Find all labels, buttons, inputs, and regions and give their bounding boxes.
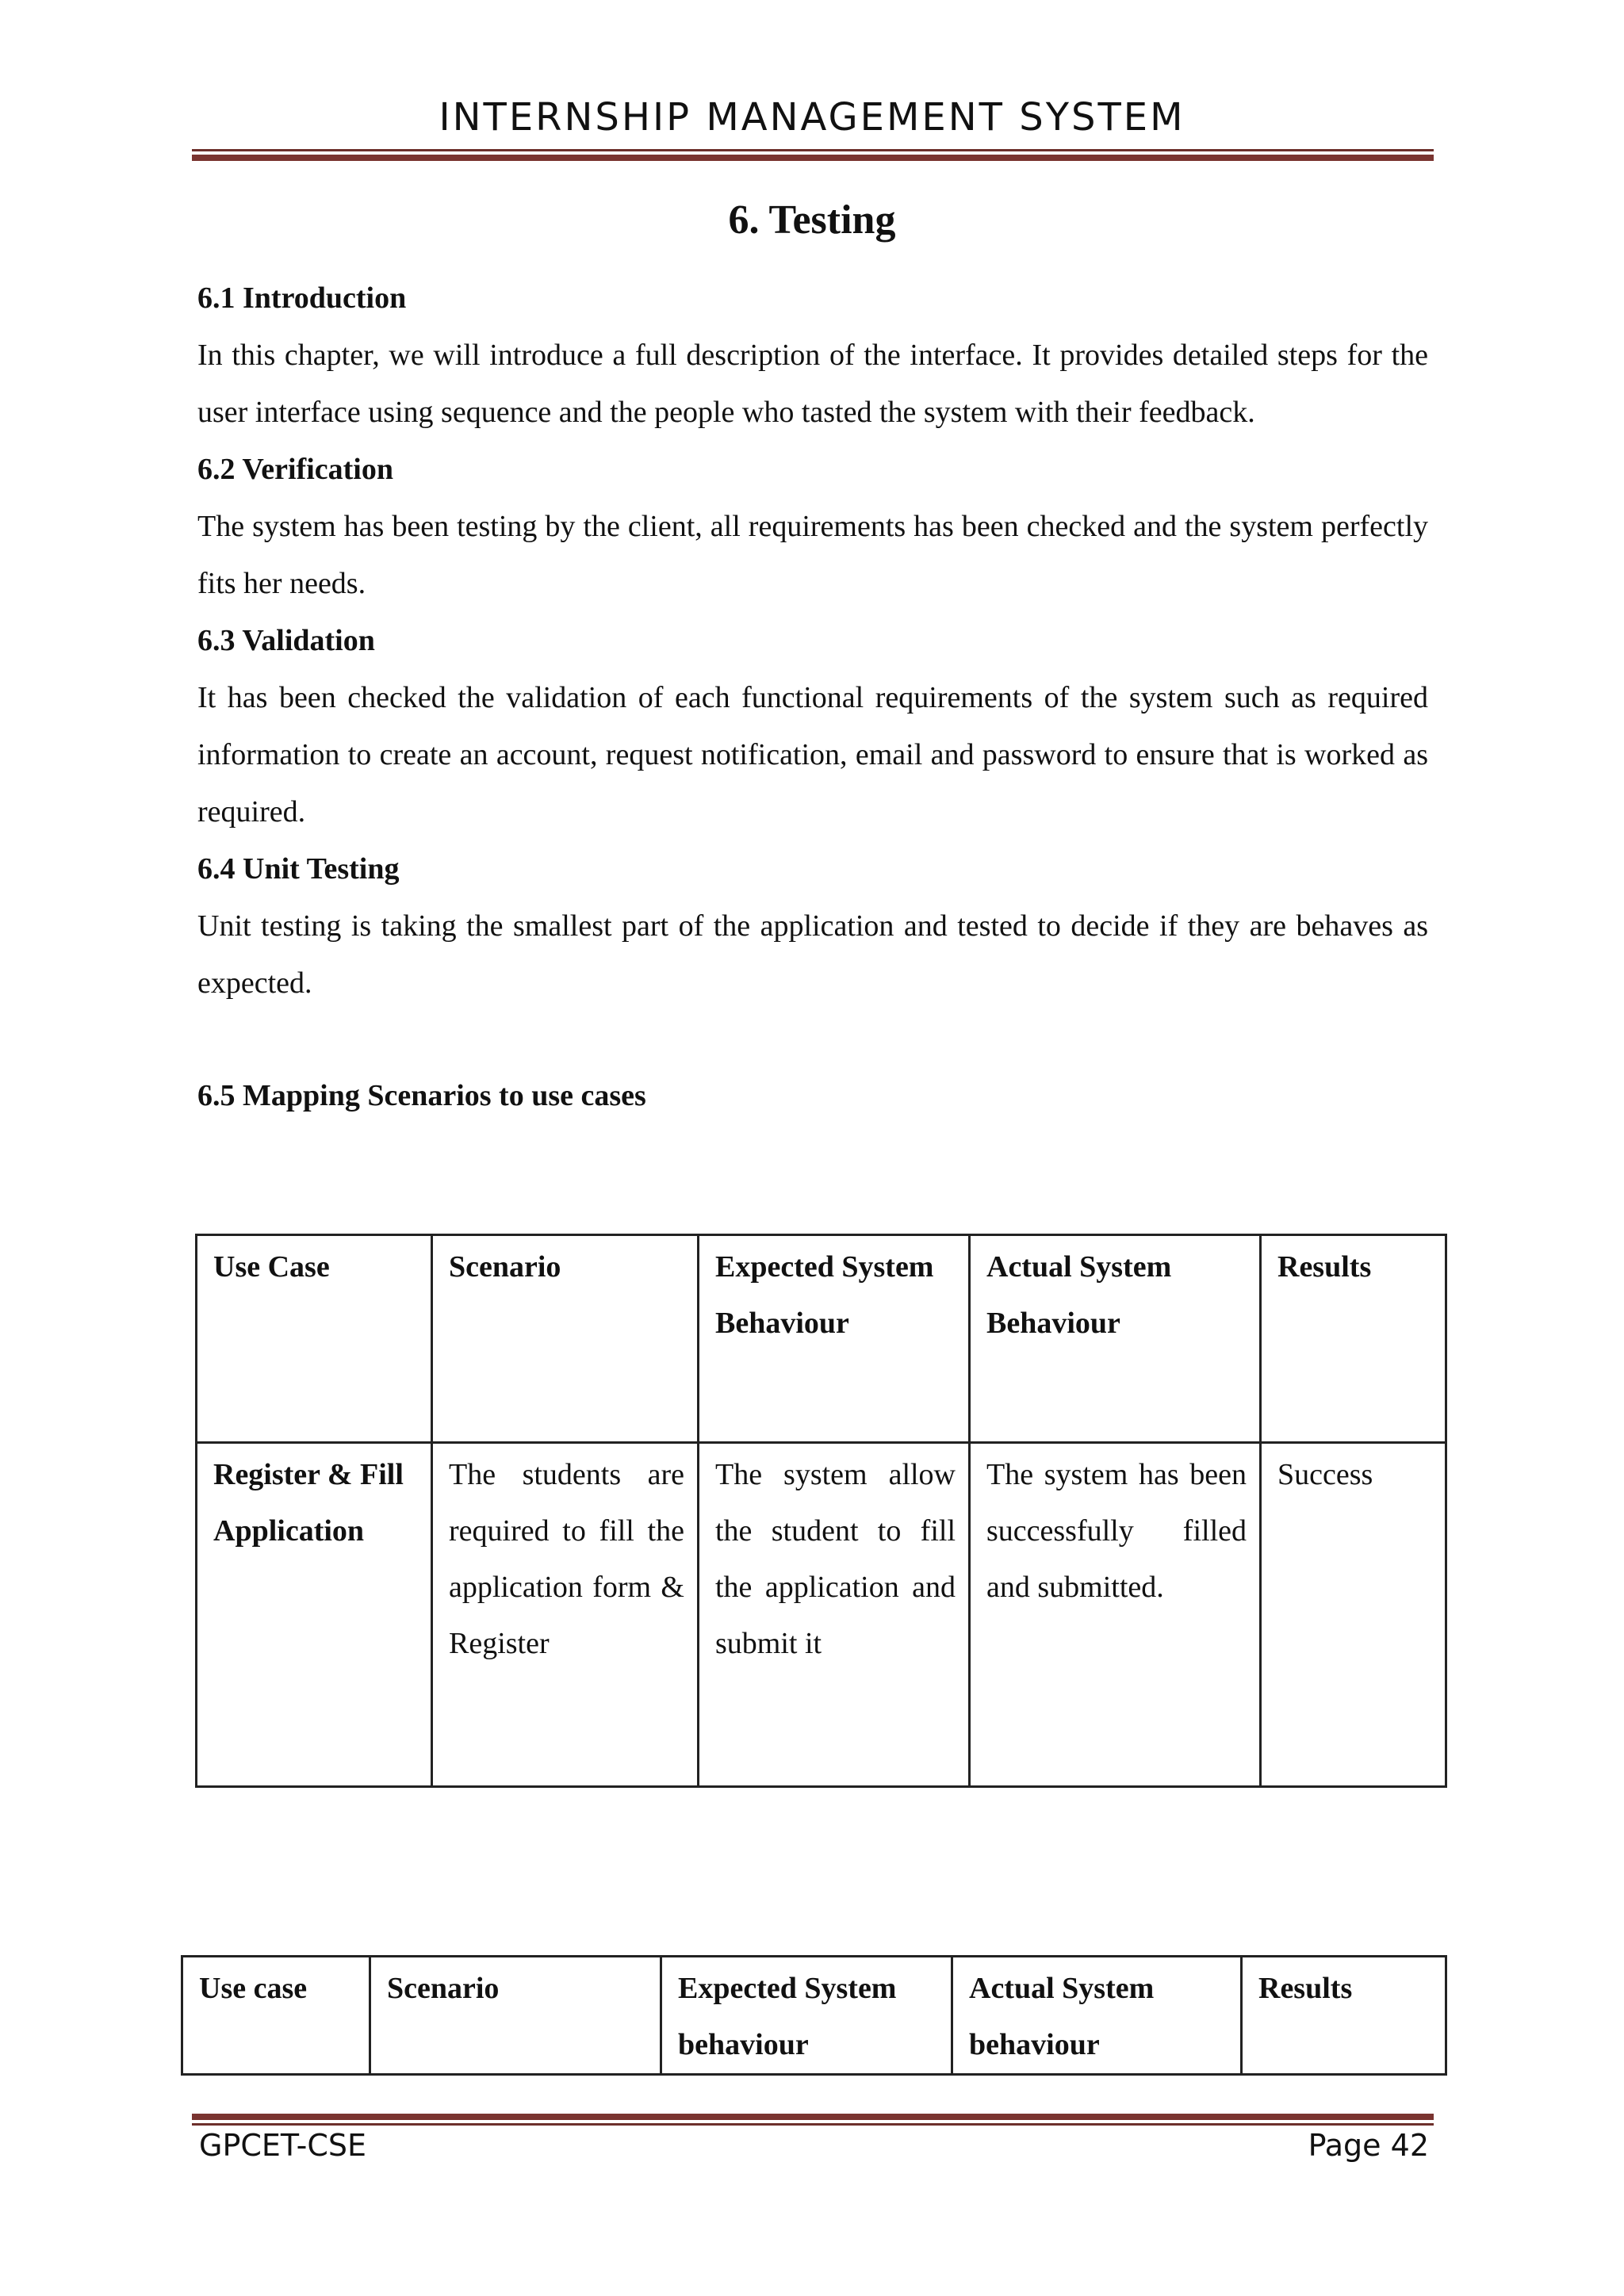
header-scenario: Scenario [370,1957,661,2075]
header-rule [192,149,1434,161]
mapping-table-continued [181,1955,1447,2076]
cell-use-case: Register & Fill Application [197,1443,432,1787]
footer-rule [192,2114,1434,2126]
paragraph-verification: The system has been testing by the client, all requirements has been checked and the system perfectly fits her needs. [197,510,1428,600]
header-results: Results [1242,1957,1446,2075]
section-heading-verification: 6.2 Verification [197,453,393,486]
section-heading-mapping: 6.5 Mapping Scenarios to use cases [197,1079,646,1112]
cell-actual-behaviour: The system has been successfully filled and submitted. [970,1443,1261,1787]
table-row [197,1443,1446,1787]
paragraph-unit-testing: Unit testing is taking the smallest part of the application and tested to decide if they are behaves as expected. [197,909,1428,1000]
header-use-case: Use case [182,1957,370,2075]
paragraph-validation: It has been checked the validation of each functional requirements of the system such as required information to create an account, request notification, email and password to ensure that is worked as required. [197,681,1428,828]
mapping-table [195,1234,1447,1788]
header-title: INTERNSHIP MANAGEMENT SYSTEM [439,95,1185,140]
header-scenario: Scenario [432,1235,699,1443]
document-body [197,270,1428,1124]
cell-result: Success [1261,1443,1446,1787]
section-heading-validation: 6.3 Validation [197,624,375,657]
header-expected-behaviour: Expected System Behaviour [699,1235,970,1443]
table-header-row [182,1957,1446,2075]
header-results: Results [1261,1235,1446,1443]
chapter-title: 6. Testing [728,197,896,243]
section-heading-unit-testing: 6.4 Unit Testing [197,852,400,886]
table-header-row [197,1235,1446,1443]
header-use-case: Use Case [197,1235,432,1443]
header-expected-behaviour: Expected System behaviour [661,1957,952,2075]
cell-expected-behaviour: The system allow the student to fill the application and submit it [699,1443,970,1787]
header-actual-behaviour: Actual System Behaviour [970,1235,1261,1443]
section-heading-introduction: 6.1 Introduction [197,281,407,315]
footer-page-number: Page 42 [1308,2128,1429,2163]
paragraph-introduction: In this chapter, we will introduce a full description of the interface. It provides detailed steps for the user interface using sequence and the people who tasted the system with their feedback. [197,339,1428,429]
footer-department: GPCET-CSE [199,2128,367,2163]
header-actual-behaviour: Actual System behaviour [952,1957,1242,2075]
cell-scenario: The students are required to fill the application form & Register [432,1443,699,1787]
